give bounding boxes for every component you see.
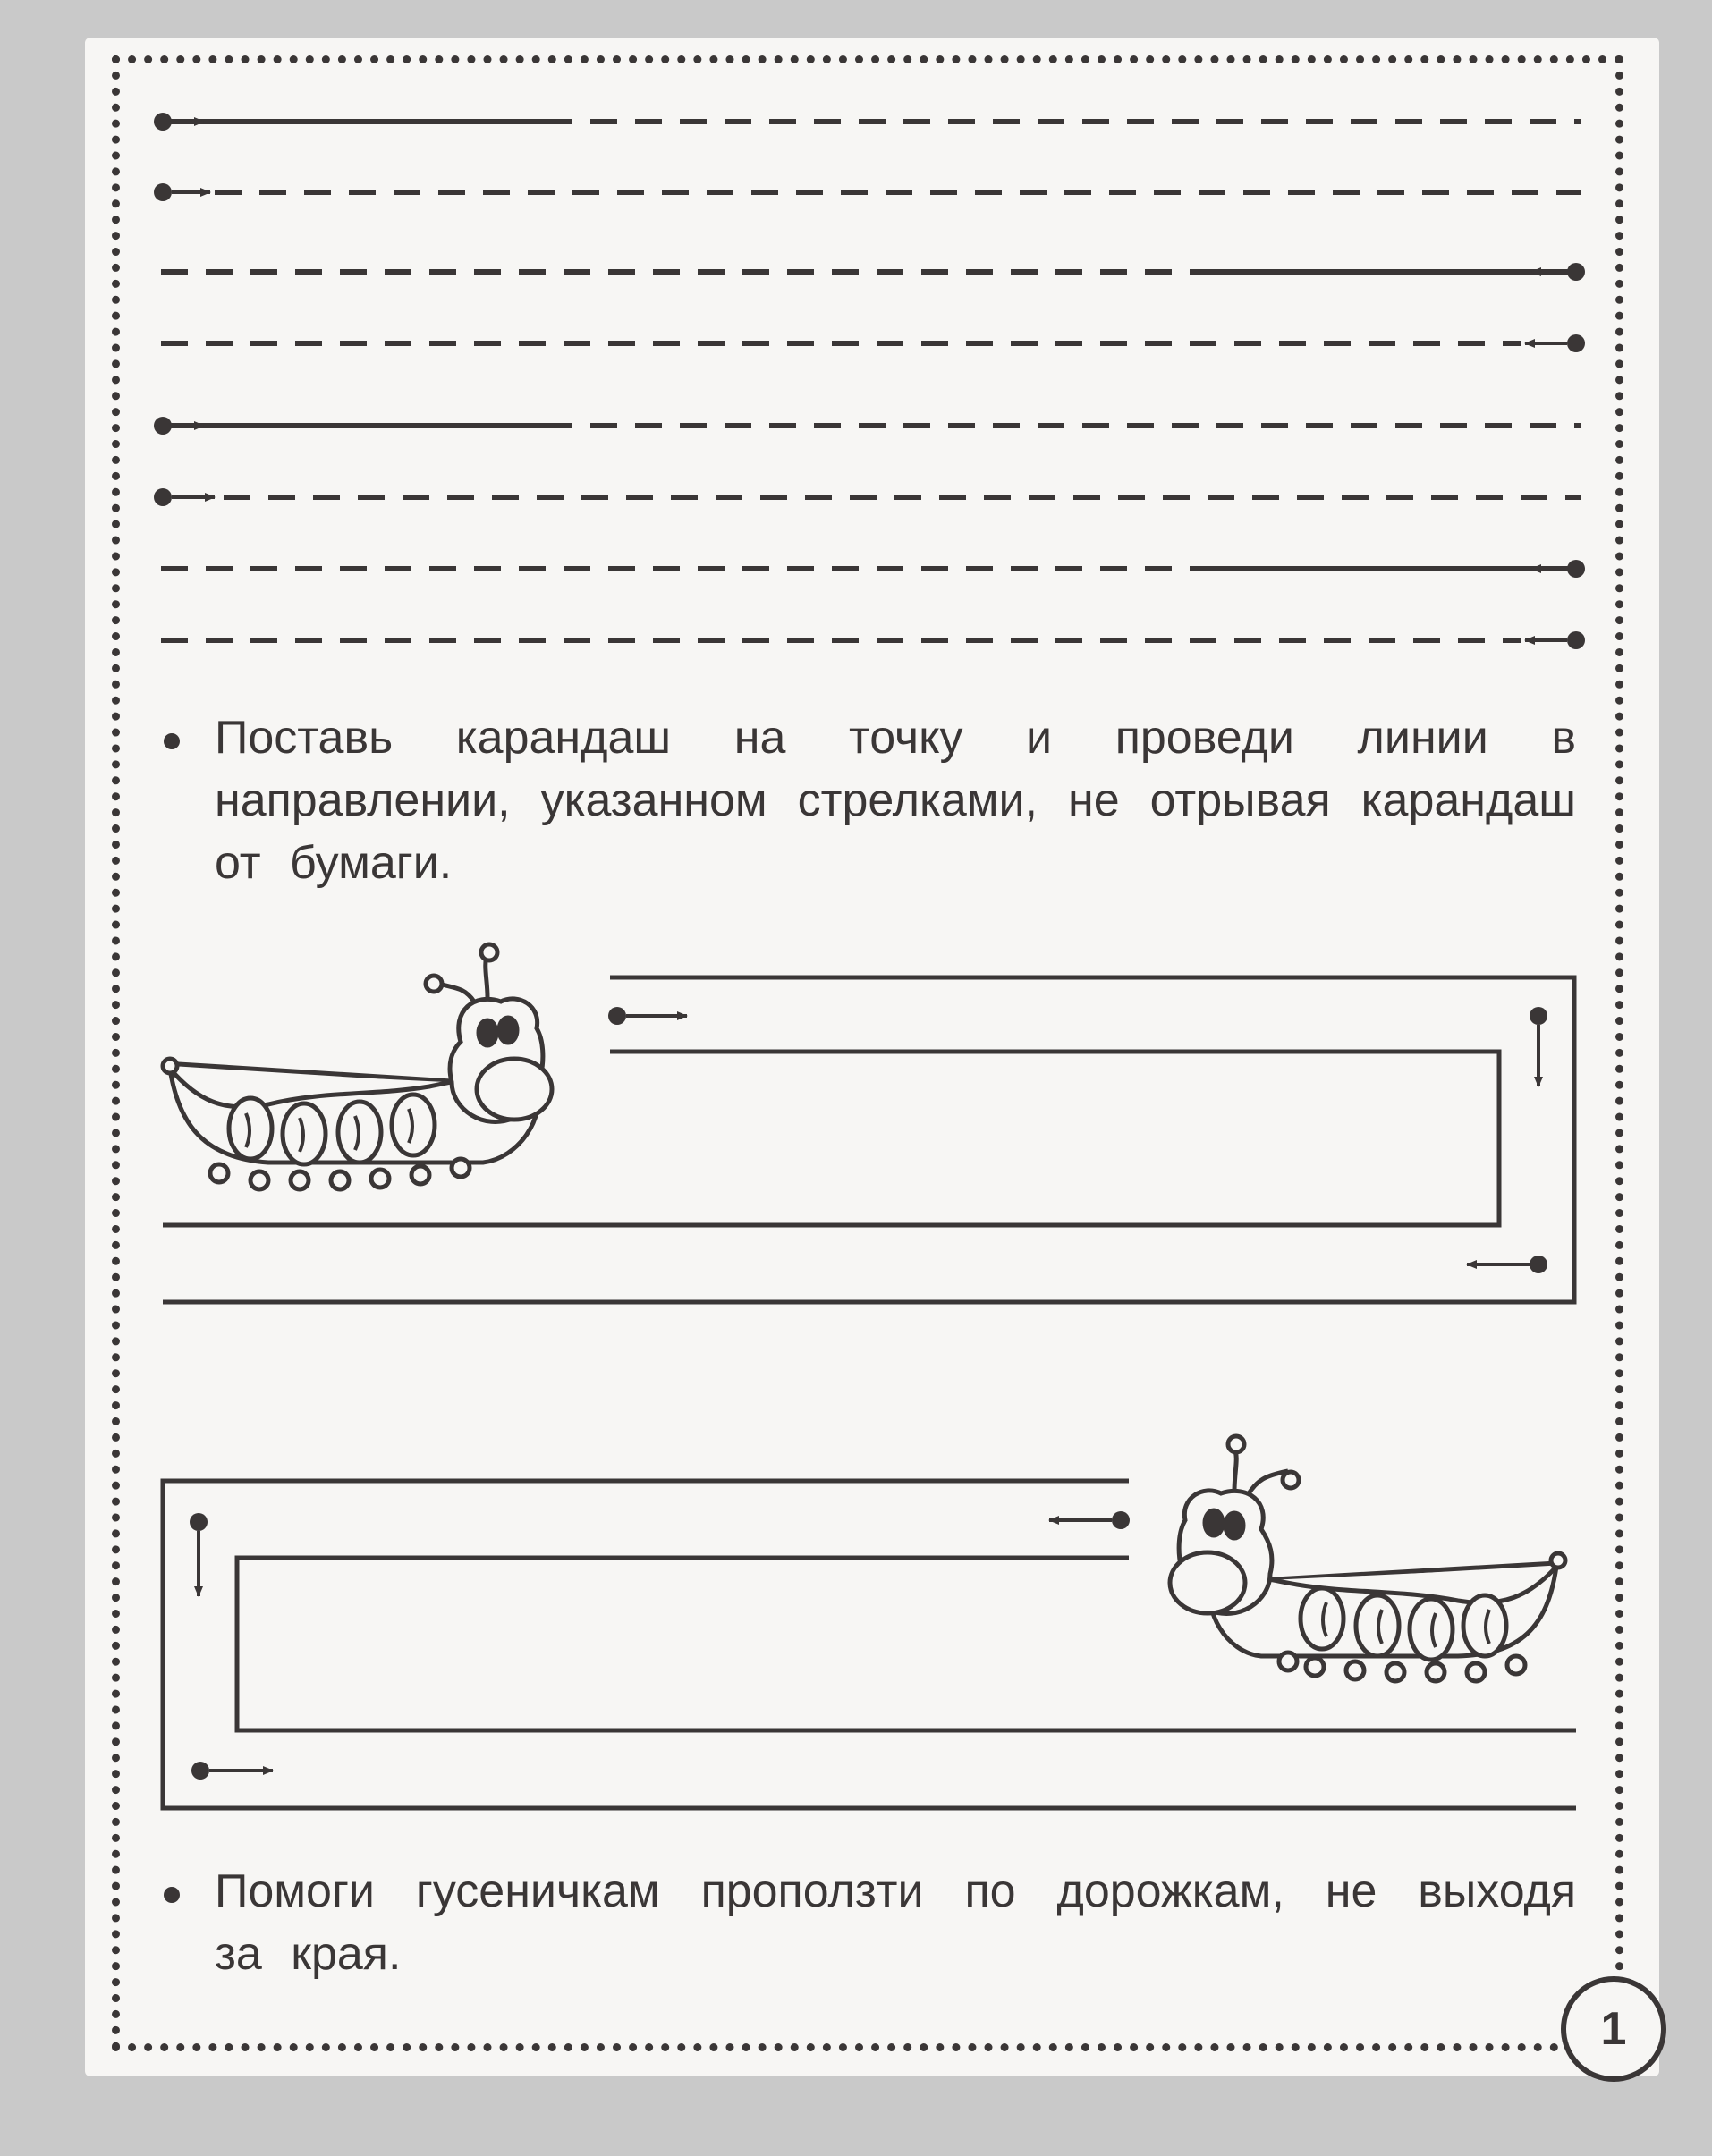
start-dot-icon — [1530, 1256, 1547, 1273]
start-dot-icon — [154, 183, 172, 201]
tracing-line-1[interactable] — [154, 113, 1581, 131]
bullet-icon — [164, 1887, 180, 1903]
tracing-line-3[interactable] — [161, 263, 1585, 281]
start-dot-icon — [1567, 631, 1585, 649]
tracing-lines-group — [154, 113, 1585, 649]
tracing-line-8[interactable] — [161, 631, 1585, 649]
start-dot-icon — [608, 1007, 626, 1025]
caterpillar-icon — [163, 944, 552, 1189]
start-dot-icon — [1567, 263, 1585, 281]
tracing-line-2[interactable] — [154, 183, 1581, 201]
start-dot-icon — [1567, 334, 1585, 352]
instruction-text-1: Поставь карандаш на точку и проведи линии в направлении, указанном стрелками, не отрывая карандаш от бумаги. — [215, 712, 1576, 889]
tracing-line-4[interactable] — [161, 334, 1585, 352]
start-dot-icon — [190, 1513, 208, 1531]
start-dot-icon — [154, 417, 172, 435]
bullet-icon — [164, 733, 180, 749]
start-dot-icon — [191, 1762, 209, 1780]
start-dot-icon — [1112, 1511, 1130, 1529]
tracing-line-6[interactable] — [154, 488, 1581, 506]
page-number: 1 — [1561, 1976, 1666, 2082]
tracing-line-7[interactable] — [161, 560, 1585, 578]
instruction-text-2: Помоги гусеничкам проползти по дорожкам, не выходя за края. — [215, 1865, 1576, 1980]
tracing-line-5[interactable] — [154, 417, 1581, 435]
start-dot-icon — [154, 113, 172, 131]
caterpillar-icon — [1170, 1436, 1565, 1681]
start-dot-icon — [154, 488, 172, 506]
start-dot-icon — [1530, 1007, 1547, 1025]
start-dot-icon — [1567, 560, 1585, 578]
